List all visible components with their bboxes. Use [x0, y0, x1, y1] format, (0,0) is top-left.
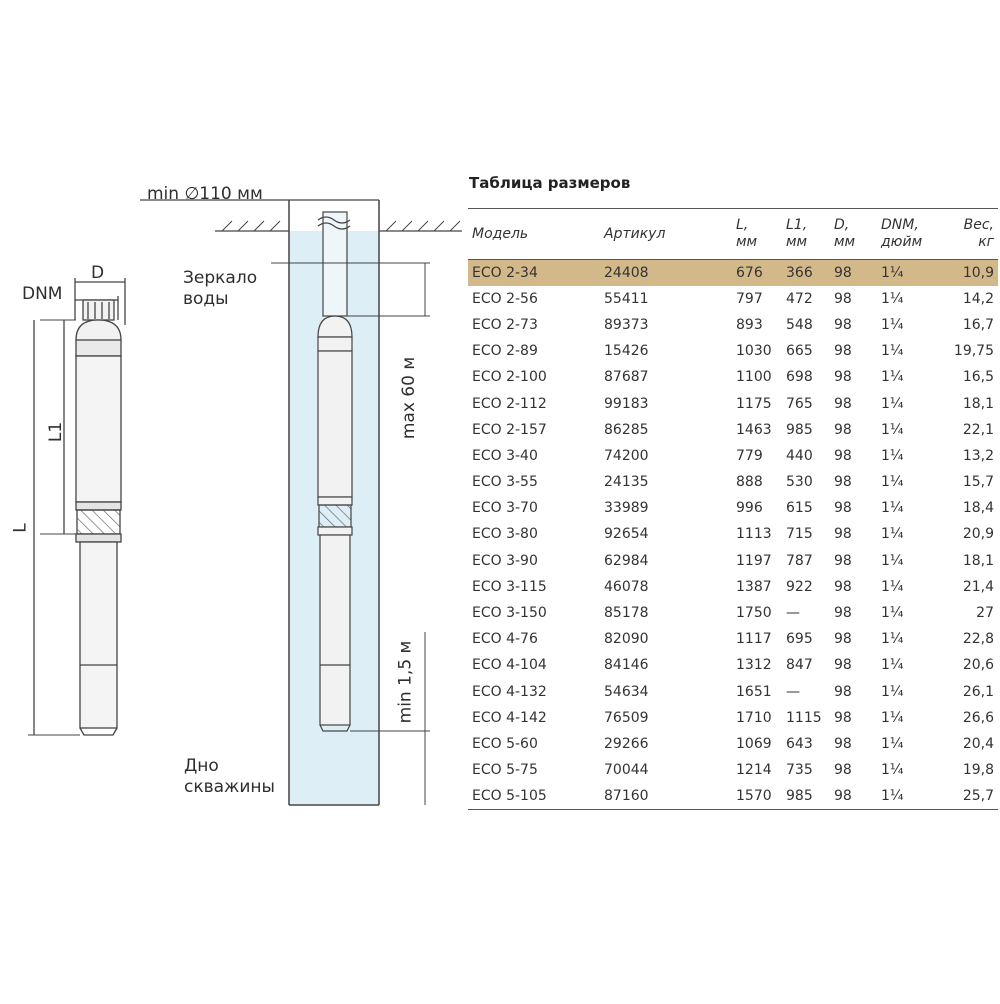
- cell-weight: 20,6: [962, 657, 994, 674]
- cell-l: 1113: [736, 526, 772, 543]
- cell-article: 89373: [604, 316, 649, 333]
- cell-article: 62984: [604, 552, 649, 569]
- cell-dnm: 1¼: [881, 474, 904, 491]
- cell-l: 893: [736, 316, 763, 333]
- pump-dimension-view: [28, 278, 125, 735]
- cell-weight: 18,1: [962, 395, 994, 412]
- cell-weight: 26,6: [962, 709, 994, 726]
- cell-l1: 698: [786, 369, 813, 386]
- cell-dnm: 1¼: [881, 369, 904, 386]
- cell-d: 98: [834, 605, 852, 622]
- cell-model: ECO 5-105: [472, 788, 547, 805]
- table-row: [468, 548, 998, 574]
- cell-d: 98: [834, 552, 852, 569]
- cell-article: 54634: [604, 683, 649, 700]
- cell-article: 86285: [604, 421, 649, 438]
- l-label: L: [10, 523, 31, 533]
- cell-dnm: 1¼: [881, 552, 904, 569]
- cell-d: 98: [834, 709, 852, 726]
- cell-article: 92654: [604, 526, 649, 543]
- cell-weight: 26,1: [962, 683, 994, 700]
- cell-model: ECO 3-70: [472, 500, 538, 517]
- table-row: [468, 417, 998, 443]
- cell-l1: 615: [786, 500, 813, 517]
- cell-article: 87687: [604, 369, 649, 386]
- table-row: [468, 260, 998, 286]
- cell-model: ECO 2-100: [472, 369, 547, 386]
- cell-weight: 21,4: [962, 578, 994, 595]
- cell-model: ECO 4-142: [472, 709, 547, 726]
- cell-article: 55411: [604, 290, 649, 307]
- cell-weight: 15,7: [962, 474, 994, 491]
- cell-model: ECO 2-73: [472, 316, 538, 333]
- cell-l: 1117: [736, 631, 772, 648]
- table-row: [468, 574, 998, 600]
- cell-model: ECO 2-112: [472, 395, 547, 412]
- table-row: [468, 364, 998, 390]
- table-row: [468, 600, 998, 626]
- min-diameter-label: min ∅110 мм: [147, 184, 263, 204]
- cell-dnm: 1¼: [881, 395, 904, 412]
- header-weight: Вес, кг: [963, 217, 994, 250]
- cell-d: 98: [834, 290, 852, 307]
- cell-d: 98: [834, 264, 852, 281]
- cell-l: 1175: [736, 395, 772, 412]
- cell-dnm: 1¼: [881, 683, 904, 700]
- cell-l: 1750: [736, 605, 772, 622]
- cell-l: 1100: [736, 369, 772, 386]
- cell-article: 29266: [604, 735, 649, 752]
- cell-d: 98: [834, 343, 852, 360]
- max-depth-label: max 60 м: [399, 356, 420, 440]
- cell-l1: 1115: [786, 709, 822, 726]
- cell-d: 98: [834, 526, 852, 543]
- cell-l: 1710: [736, 709, 772, 726]
- cell-l: 779: [736, 447, 763, 464]
- cell-model: ECO 2-89: [472, 343, 538, 360]
- cell-d: 98: [834, 421, 852, 438]
- cell-model: ECO 3-90: [472, 552, 538, 569]
- cell-l1: 765: [786, 395, 813, 412]
- cell-model: ECO 3-40: [472, 447, 538, 464]
- cell-weight: 19,75: [953, 343, 994, 360]
- cell-weight: 18,1: [962, 552, 994, 569]
- cell-dnm: 1¼: [881, 421, 904, 438]
- cell-article: 76509: [604, 709, 649, 726]
- well-bottom-label-line2: скважины: [184, 777, 275, 797]
- cell-dnm: 1¼: [881, 788, 904, 805]
- table-row: [468, 679, 998, 705]
- cell-l: 1069: [736, 735, 772, 752]
- header-l: L, мм: [736, 217, 758, 250]
- cell-model: ECO 3-80: [472, 526, 538, 543]
- table-title: Таблица размеров: [469, 174, 631, 192]
- cell-model: ECO 5-60: [472, 735, 538, 752]
- cell-d: 98: [834, 395, 852, 412]
- cell-dnm: 1¼: [881, 500, 904, 517]
- cell-weight: 13,2: [962, 447, 994, 464]
- cell-model: ECO 4-132: [472, 683, 547, 700]
- cell-dnm: 1¼: [881, 264, 904, 281]
- cell-l: 1463: [736, 421, 772, 438]
- cell-l1: —: [786, 605, 800, 622]
- cell-article: 15426: [604, 343, 649, 360]
- cell-weight: 22,1: [962, 421, 994, 438]
- cell-article: 85178: [604, 605, 649, 622]
- header-d: D, мм: [834, 217, 856, 250]
- cell-dnm: 1¼: [881, 762, 904, 779]
- cell-weight: 19,8: [962, 762, 994, 779]
- cell-article: 84146: [604, 657, 649, 674]
- cell-l: 996: [736, 500, 763, 517]
- cell-weight: 14,2: [962, 290, 994, 307]
- cell-l1: 530: [786, 474, 813, 491]
- cell-article: 99183: [604, 395, 649, 412]
- cell-l1: 735: [786, 762, 813, 779]
- cell-l1: 922: [786, 578, 813, 595]
- table-header-row: [468, 209, 998, 260]
- cell-dnm: 1¼: [881, 631, 904, 648]
- cell-l1: 665: [786, 343, 813, 360]
- cell-d: 98: [834, 762, 852, 779]
- cell-dnm: 1¼: [881, 343, 904, 360]
- l1-label: L1: [46, 421, 67, 443]
- cell-model: ECO 3-115: [472, 578, 547, 595]
- cell-l1: —: [786, 683, 800, 700]
- cell-d: 98: [834, 578, 852, 595]
- cell-l: 1030: [736, 343, 772, 360]
- cell-l1: 985: [786, 788, 813, 805]
- table-body: [468, 260, 998, 810]
- cell-l: 1387: [736, 578, 772, 595]
- cell-article: 70044: [604, 762, 649, 779]
- cell-l: 1570: [736, 788, 772, 805]
- diagram-svg: [0, 0, 470, 1000]
- cell-d: 98: [834, 735, 852, 752]
- cell-weight: 16,7: [962, 316, 994, 333]
- cell-model: ECO 3-150: [472, 605, 547, 622]
- pump-body: [76, 356, 121, 502]
- cell-l: 797: [736, 290, 763, 307]
- water-level-label-line1: Зеркало: [183, 268, 258, 288]
- table-row: [468, 757, 998, 783]
- cell-article: 74200: [604, 447, 649, 464]
- cell-l1: 440: [786, 447, 813, 464]
- cell-weight: 22,8: [962, 631, 994, 648]
- header-l1: L1, мм: [786, 217, 808, 250]
- cell-l: 888: [736, 474, 763, 491]
- table-row: [468, 652, 998, 678]
- well-bottom-label-line1: Дно: [184, 756, 219, 776]
- cell-model: ECO 2-34: [472, 264, 538, 281]
- cell-l1: 847: [786, 657, 813, 674]
- cell-d: 98: [834, 500, 852, 517]
- header-dnm: DNM, дюйм: [881, 217, 923, 250]
- cell-dnm: 1¼: [881, 735, 904, 752]
- cell-l1: 472: [786, 290, 813, 307]
- table-row: [468, 626, 998, 652]
- cell-weight: 10,9: [962, 264, 994, 281]
- table-row: [468, 731, 998, 757]
- cell-l1: 787: [786, 552, 813, 569]
- size-table: [468, 208, 998, 810]
- cell-article: 46078: [604, 578, 649, 595]
- water-level-label-line2: воды: [183, 289, 229, 309]
- cell-l1: 715: [786, 526, 813, 543]
- cell-l1: 366: [786, 264, 813, 281]
- cell-l: 1312: [736, 657, 772, 674]
- cell-d: 98: [834, 631, 852, 648]
- d-label: D: [91, 263, 105, 283]
- cell-dnm: 1¼: [881, 578, 904, 595]
- cell-model: ECO 2-157: [472, 421, 547, 438]
- pump-in-well: [318, 316, 352, 731]
- cell-weight: 18,4: [962, 500, 994, 517]
- table-row: [468, 312, 998, 338]
- dnm-label: DNM: [22, 284, 63, 304]
- pump-installation-diagram: [0, 0, 470, 1000]
- cell-article: 24135: [604, 474, 649, 491]
- cell-d: 98: [834, 657, 852, 674]
- cell-weight: 25,7: [962, 788, 994, 805]
- header-article: Артикул: [604, 225, 666, 242]
- table-row: [468, 338, 998, 364]
- cell-d: 98: [834, 316, 852, 333]
- cell-model: ECO 4-76: [472, 631, 538, 648]
- cell-l1: 695: [786, 631, 813, 648]
- cell-d: 98: [834, 447, 852, 464]
- cell-d: 98: [834, 788, 852, 805]
- cell-dnm: 1¼: [881, 709, 904, 726]
- table-row: [468, 390, 998, 416]
- table-row: [468, 469, 998, 495]
- cell-d: 98: [834, 683, 852, 700]
- cell-article: 24408: [604, 264, 649, 281]
- cell-dnm: 1¼: [881, 657, 904, 674]
- cell-dnm: 1¼: [881, 605, 904, 622]
- cell-model: ECO 5-75: [472, 762, 538, 779]
- cell-dnm: 1¼: [881, 526, 904, 543]
- table-row: [468, 443, 998, 469]
- pump-motor: [80, 542, 117, 728]
- cell-weight: 16,5: [962, 369, 994, 386]
- cell-weight: 27: [976, 605, 994, 622]
- discharge-pipe: [323, 212, 347, 316]
- cell-dnm: 1¼: [881, 316, 904, 333]
- cell-weight: 20,9: [962, 526, 994, 543]
- cell-model: ECO 3-55: [472, 474, 538, 491]
- cell-d: 98: [834, 474, 852, 491]
- table-row: [468, 783, 998, 809]
- cell-article: 82090: [604, 631, 649, 648]
- table-row: [468, 521, 998, 547]
- cell-l: 1197: [736, 552, 772, 569]
- cell-article: 33989: [604, 500, 649, 517]
- cell-dnm: 1¼: [881, 290, 904, 307]
- suction-screen: [77, 510, 120, 534]
- cell-l1: 548: [786, 316, 813, 333]
- cell-l1: 643: [786, 735, 813, 752]
- cell-l: 676: [736, 264, 763, 281]
- table-row: [468, 705, 998, 731]
- table-row: [468, 495, 998, 521]
- cell-l: 1214: [736, 762, 772, 779]
- cell-model: ECO 4-104: [472, 657, 547, 674]
- cell-l: 1651: [736, 683, 772, 700]
- cell-weight: 20,4: [962, 735, 994, 752]
- header-model: Модель: [472, 225, 529, 242]
- cell-l1: 985: [786, 421, 813, 438]
- cell-dnm: 1¼: [881, 447, 904, 464]
- table-row: [468, 286, 998, 312]
- cell-d: 98: [834, 369, 852, 386]
- cell-model: ECO 2-56: [472, 290, 538, 307]
- cell-article: 87160: [604, 788, 649, 805]
- min-bottom-label: min 1,5 м: [395, 640, 416, 724]
